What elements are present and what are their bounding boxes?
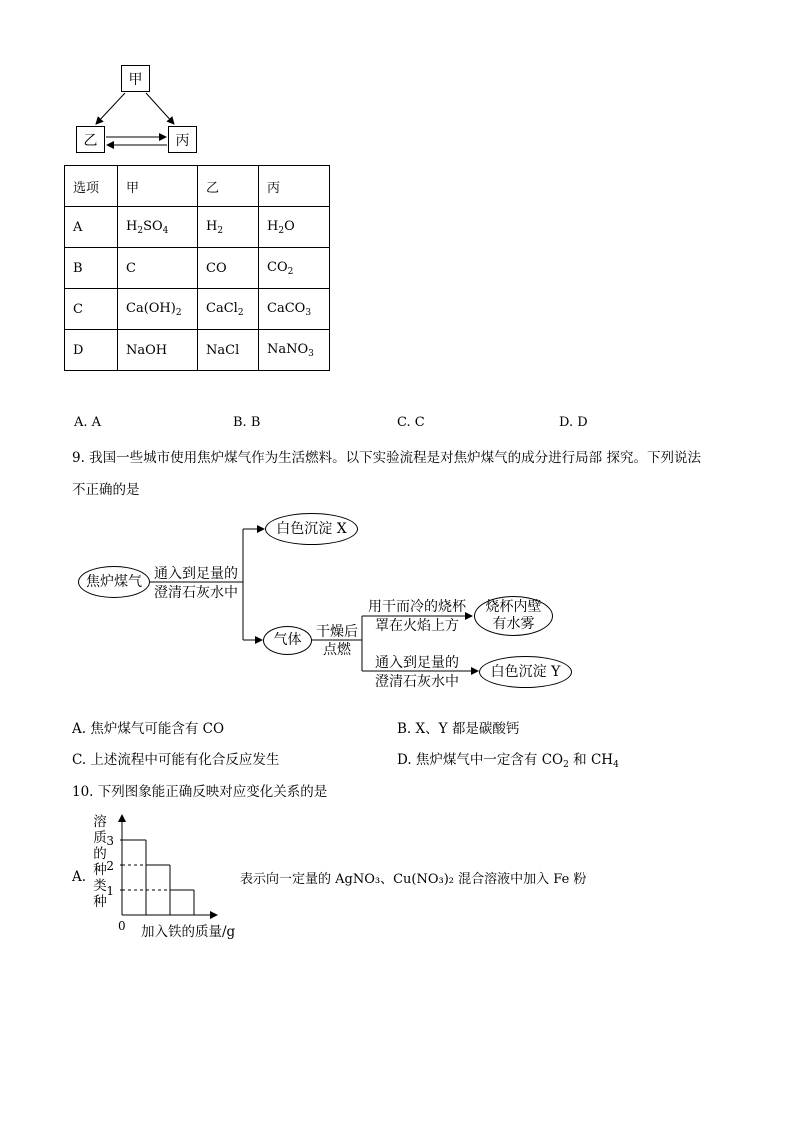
q9-option-a[interactable]: A. 焦炉煤气可能含有 CO bbox=[72, 721, 225, 737]
formula-h2so4: $H_2SO_4$ bbox=[126, 218, 169, 236]
table-header: 甲 bbox=[118, 166, 198, 207]
y-tick-label: 1 bbox=[106, 884, 114, 898]
formula-h2o: $H_2O$ bbox=[267, 218, 295, 236]
q9-option-d-sub2: 4 bbox=[613, 760, 619, 770]
table-cell: C bbox=[118, 248, 198, 289]
formula-co2: $CO_2$ bbox=[267, 259, 294, 277]
flow-label-beaker-b: 罩在火焰上方 bbox=[375, 618, 459, 634]
q9-option-b[interactable]: B. X、Y 都是碳酸钙 bbox=[397, 721, 520, 737]
chart-origin: 0 bbox=[118, 919, 126, 933]
q9-option-d-sub1: 2 bbox=[563, 760, 569, 770]
q8-option-d[interactable]: D. D bbox=[559, 415, 588, 430]
flow-node-gas: 气体 bbox=[263, 626, 312, 655]
table-cell: CO bbox=[198, 248, 259, 289]
node-yi: 乙 bbox=[76, 126, 105, 153]
formula-cacl2: CaCl$_2$ bbox=[206, 300, 244, 318]
table-cell: B bbox=[65, 248, 118, 289]
flow-label-dry: 干燥后 bbox=[316, 624, 358, 640]
q9-option-d-mid: 和 CH bbox=[573, 752, 614, 768]
y-tick-label: 3 bbox=[106, 834, 114, 848]
q9-option-d-prefix: D. 焦炉煤气中一定含有 CO bbox=[397, 752, 564, 768]
q9-stem-line2: 不正确的是 bbox=[72, 482, 140, 498]
formula-h2: $H_2$ bbox=[206, 218, 224, 236]
table-cell: C bbox=[65, 289, 118, 330]
table-cell: D bbox=[65, 330, 118, 371]
chart-ylabel: 溶质的种类种 bbox=[93, 814, 107, 910]
flow-node-coke-gas: 焦炉煤气 bbox=[78, 566, 150, 598]
q8-option-c[interactable]: C. C bbox=[397, 415, 425, 430]
table-header: 选项 bbox=[65, 166, 118, 207]
flow-label-step1b: 澄清石灰水中 bbox=[154, 585, 238, 601]
q10-option-a-text: 表示向一定量的 AgNO₃、Cu(NO₃)₂ 混合溶液中加入 Fe 粉 bbox=[240, 872, 587, 887]
q10-stem: 10. 下列图象能正确反映对应变化关系的是 bbox=[72, 784, 328, 800]
flow-label-step2b: 澄清石灰水中 bbox=[375, 674, 459, 690]
q9-stem-line1: 9. 我国一些城市使用焦炉煤气作为生活燃料。以下实验流程是对焦炉煤气的成分进行局部 探究。下列说法 bbox=[72, 450, 701, 466]
node-bing: 丙 bbox=[168, 126, 197, 153]
formula-caoh2: $Ca(OH)_2$ bbox=[126, 300, 182, 318]
table-cell: NaCl bbox=[198, 330, 259, 371]
table-header: 乙 bbox=[198, 166, 259, 207]
chart-xlabel: 加入铁的质量/g bbox=[141, 924, 236, 940]
y-axis-arrow bbox=[118, 814, 126, 822]
q10-option-a-letter[interactable]: A. bbox=[72, 869, 87, 885]
flow-node-water-fog bbox=[474, 596, 553, 636]
flow-label-beaker-a: 用干而冷的烧杯 bbox=[368, 599, 466, 615]
flow-label-step2a: 通入到足量的 bbox=[375, 655, 459, 671]
formula-caco3: CaCO$_3$ bbox=[267, 300, 312, 318]
table-header: 丙 bbox=[259, 166, 330, 207]
node-jia: 甲 bbox=[121, 65, 150, 92]
table-cell: A bbox=[65, 207, 118, 248]
flow-label-ignite: 点燃 bbox=[323, 642, 351, 658]
table-cell: NaOH bbox=[118, 330, 198, 371]
q8-option-a[interactable]: A. A bbox=[74, 415, 102, 430]
q8-option-b[interactable]: B. B bbox=[233, 415, 261, 430]
q9-option-c[interactable]: C. 上述流程中可能有化合反应发生 bbox=[72, 752, 280, 768]
q9-option-d[interactable] bbox=[397, 748, 619, 770]
x-axis-arrow bbox=[210, 911, 218, 919]
flow-node-precipitate-x: 白色沉淀 X bbox=[265, 513, 358, 545]
formula-nano3: NaNO$_3$ bbox=[267, 341, 314, 359]
y-tick-label: 2 bbox=[106, 859, 114, 873]
step-chart bbox=[100, 810, 230, 930]
flow-label-step1a: 通入到足量的 bbox=[154, 566, 238, 582]
flow-fog-line1: 烧杯内壁 bbox=[485, 599, 542, 615]
flow-fog-line2: 有水雾 bbox=[492, 616, 535, 632]
flow-node-precipitate-y: 白色沉淀 Y bbox=[479, 656, 572, 688]
